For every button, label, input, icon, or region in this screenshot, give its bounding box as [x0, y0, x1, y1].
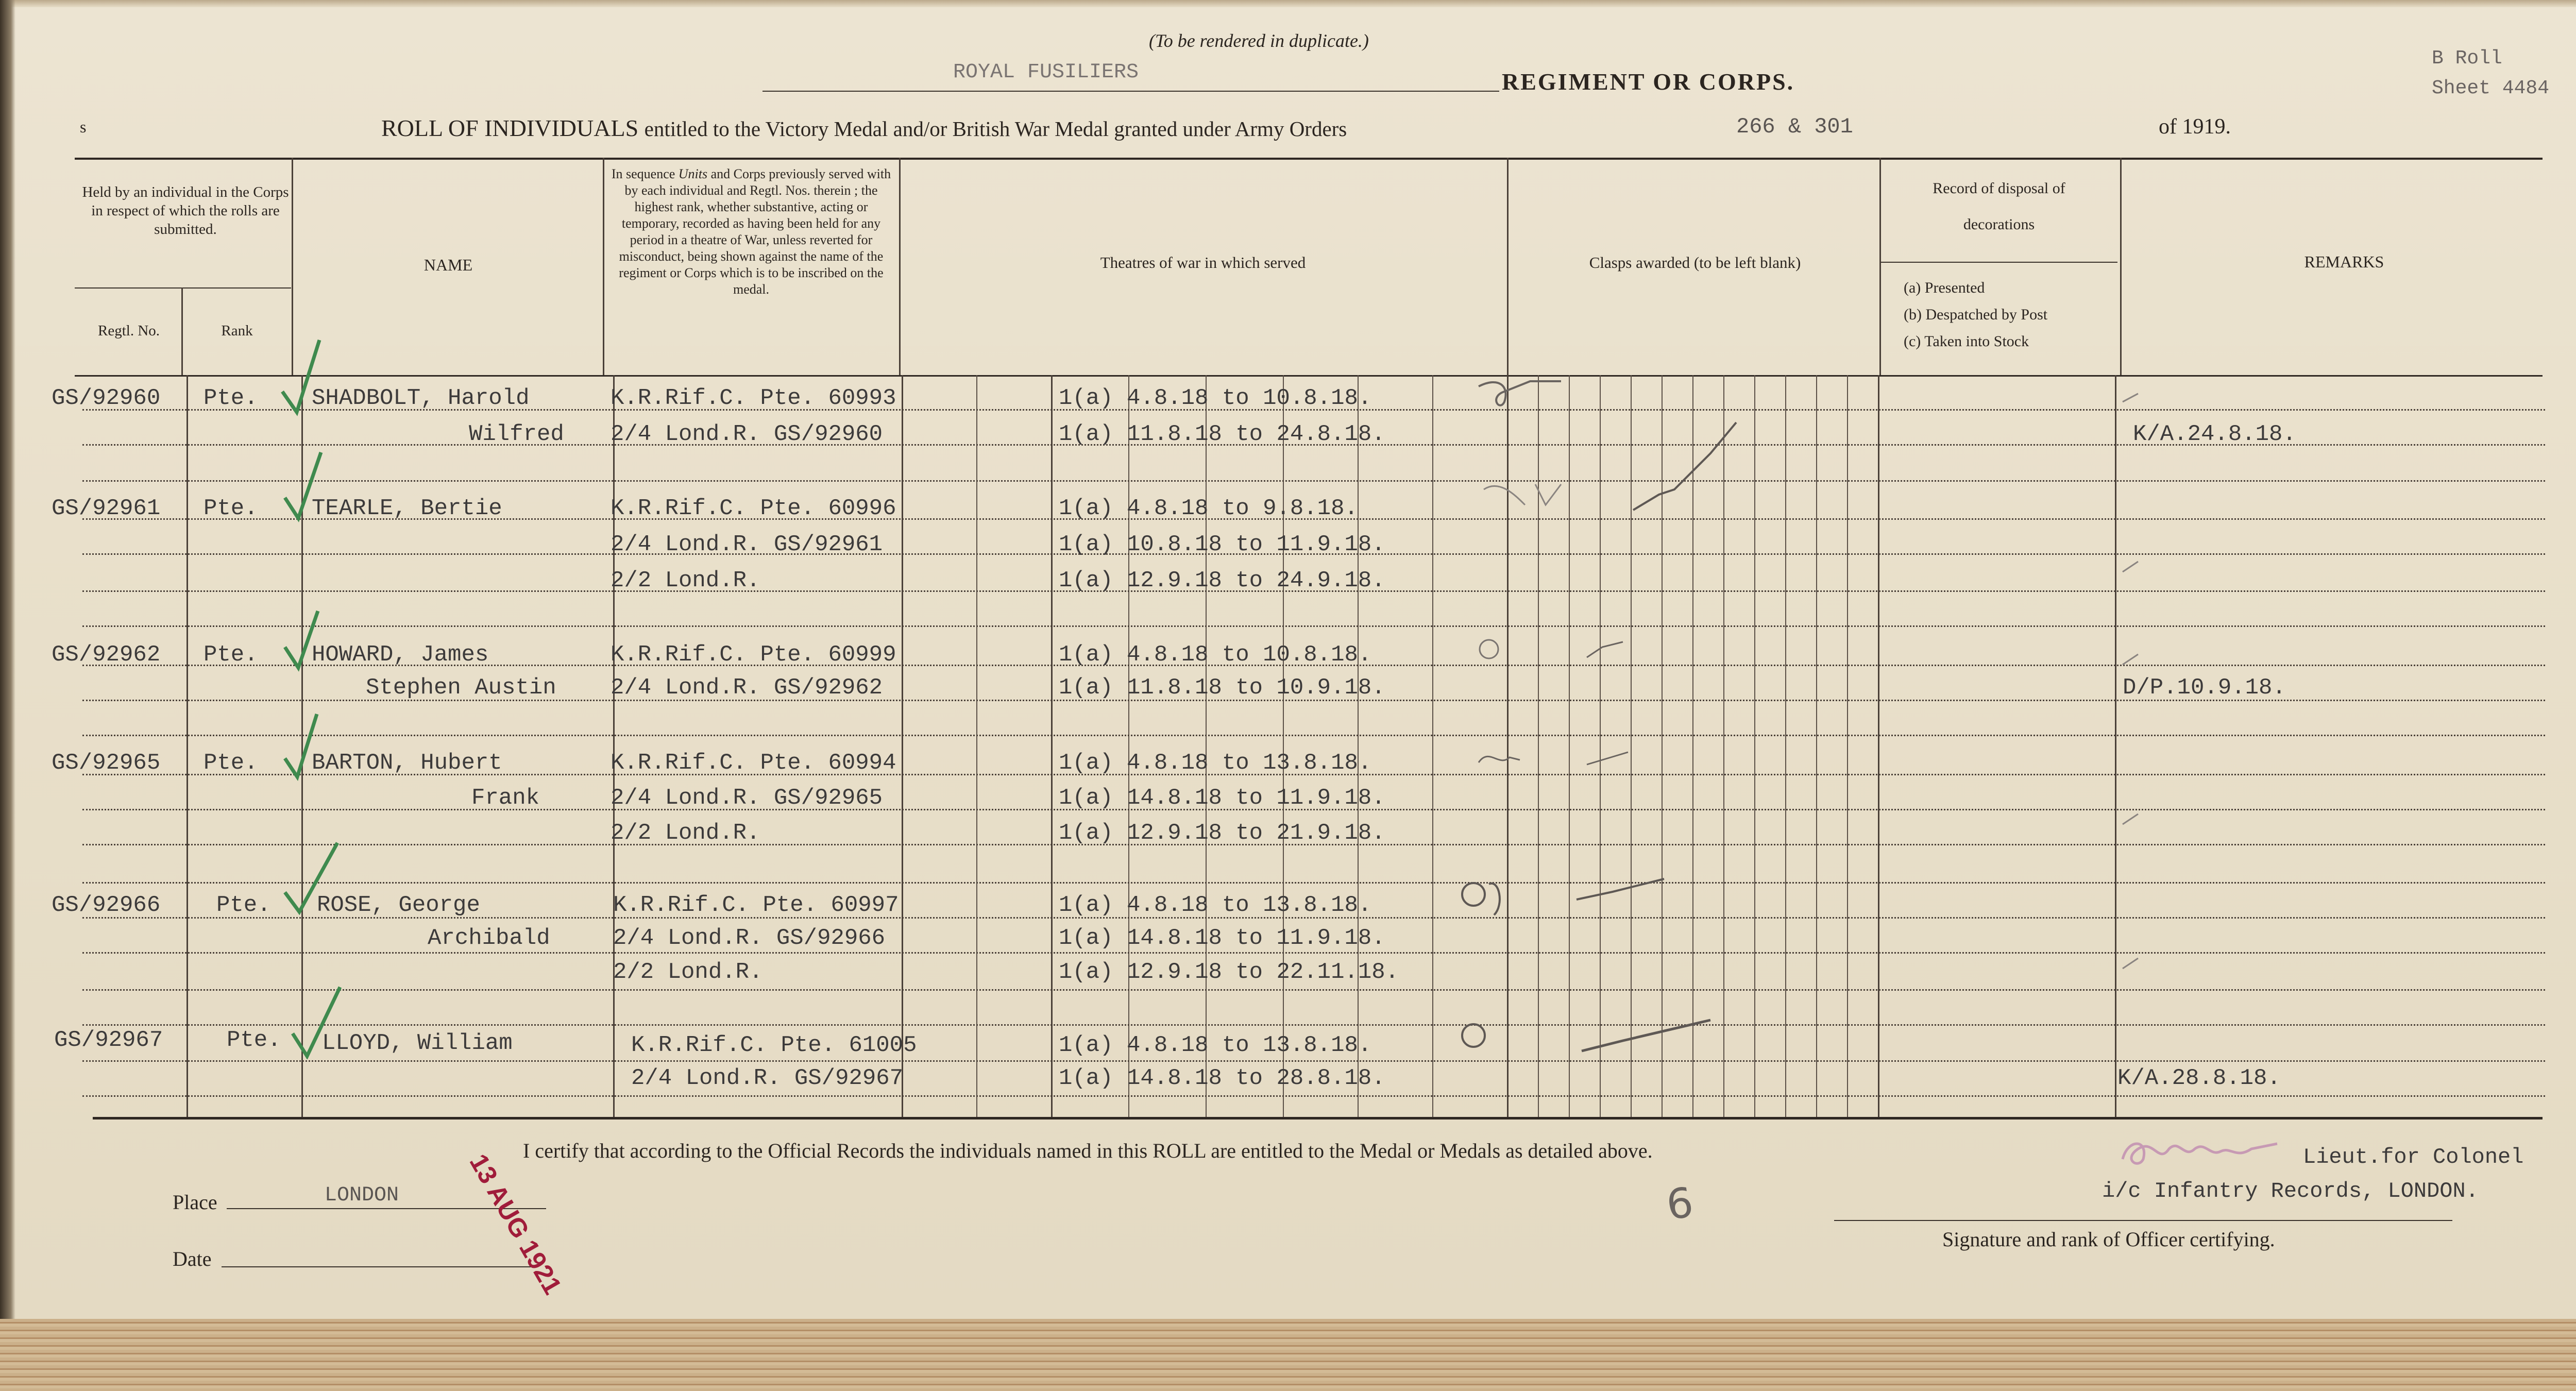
theatre-line: 1(a) 4.8.18 to 10.8.18.: [1059, 385, 1372, 411]
theatre-line: 1(a) 4.8.18 to 13.8.18.: [1059, 1032, 1372, 1058]
unit-line: 2/4 Lond.R. GS/92966: [613, 925, 886, 951]
disposal-c: (c) Taken into Stock: [1904, 333, 2029, 350]
table-bottom-rule: [93, 1117, 2543, 1119]
name-line-1: HOWARD, James: [312, 642, 489, 668]
theatre-line: 1(a) 4.8.18 to 13.8.18.: [1059, 750, 1372, 776]
header-bottom-rule: [75, 375, 2543, 377]
rule-h: [82, 735, 2545, 736]
name-line-1: ROSE, George: [317, 892, 480, 918]
name-line-2: Wilfred: [469, 421, 564, 447]
roll-prefix: ROLL OF INDIVIDUALS: [381, 115, 639, 141]
duplicate-instruction: (To be rendered in duplicate.): [1149, 30, 1369, 51]
sheet-number: Sheet 4484: [2432, 77, 2550, 99]
roll-title: [381, 114, 1347, 142]
rule-v: [1785, 375, 1786, 1117]
unit-line: K.R.Rif.C. Pte. 60996: [611, 496, 896, 521]
unit-line: K.R.Rif.C. Pte. 60993: [611, 385, 896, 411]
theatre-line: 1(a) 14.8.18 to 28.8.18.: [1059, 1065, 1385, 1091]
rule-v: [1507, 158, 1509, 375]
theatre-line: 1(a) 14.8.18 to 11.9.18.: [1059, 785, 1385, 811]
signature-caption: Signature and rank of Officer certifying.: [1942, 1228, 2275, 1251]
rule-v: [1879, 158, 1881, 375]
theatre-line: 1(a) 4.8.18 to 10.8.18.: [1059, 642, 1372, 668]
year: of 1919.: [2159, 115, 2231, 139]
regtl-no: GS/92961: [52, 496, 161, 521]
side-mark: s: [80, 117, 87, 136]
check-mark-icon: [281, 446, 327, 523]
rule-v: [2120, 158, 2122, 375]
check-mark-icon: [281, 709, 327, 781]
signer-rank: Lieut.for Colonel: [2303, 1145, 2524, 1169]
check-mark-icon: [281, 606, 327, 673]
regtl-no: GS/92966: [52, 892, 161, 918]
rule-v: [1051, 375, 1053, 1117]
name-line-1: LLOYD, William: [322, 1030, 513, 1056]
rule-v: [1128, 375, 1129, 1117]
unit-line: 2/2 Lond.R.: [611, 568, 760, 593]
rank: Pte.: [204, 750, 258, 776]
col-name: NAME: [423, 256, 473, 274]
name-line-2: Frank: [471, 785, 540, 811]
table-top-rule: [75, 158, 2543, 160]
regtl-no: GS/92965: [52, 750, 161, 776]
rule-h: [82, 1095, 2545, 1097]
theatre-line: 1(a) 4.8.18 to 13.8.18.: [1059, 892, 1372, 918]
col-disposal-title-2: decorations: [1963, 216, 2035, 233]
rule-v: [899, 158, 901, 375]
disposal-a: (a) Presented: [1904, 279, 1985, 296]
unit-line: 2/4 Lond.R. GS/92962: [611, 675, 883, 701]
theatre-line: 1(a) 12.9.18 to 21.9.18.: [1059, 820, 1385, 846]
rule-h: [82, 1024, 2545, 1026]
col-disposal-title-1: Record of disposal of: [1933, 180, 2065, 197]
unit-line: K.R.Rif.C. Pte. 61005: [631, 1032, 917, 1058]
rule-h: [82, 952, 2545, 954]
col-regtl-no: Regtl. No.: [97, 323, 160, 339]
col-held-by: Held by an individual in the Corps in respect of which the rolls are submitted.: [82, 184, 289, 238]
certification-text: I certify that according to the Official Records the individuals named in this ROLL are entitled to the Medal or Medals as detailed above.: [523, 1139, 1653, 1162]
unit-line: 2/2 Lond.R.: [613, 959, 763, 985]
regiment-underline: [762, 91, 1499, 92]
theatre-line: 1(a) 12.9.18 to 24.9.18.: [1059, 568, 1385, 593]
col-remarks: REMARKS: [2304, 252, 2384, 271]
pencil-scribble: [1468, 732, 1664, 778]
name-line-1: TEARLE, Bertie: [312, 496, 502, 521]
unit-line: K.R.Rif.C. Pte. 60994: [611, 750, 896, 776]
regiment-value: ROYAL FUSILIERS: [953, 61, 1139, 84]
rule-h: [82, 625, 2545, 627]
theatre-line: 1(a) 10.8.18 to 11.9.18.: [1059, 532, 1385, 557]
units-pre: In sequence: [611, 166, 675, 181]
unit-line: 2/4 Lond.R. GS/92965: [611, 785, 883, 811]
rule-v: [1816, 375, 1817, 1117]
remark: K/A.28.8.18.: [2117, 1065, 2281, 1091]
rule-v: [2115, 375, 2116, 1117]
rank: Pte.: [227, 1027, 281, 1053]
rule-v: [1878, 375, 1879, 1117]
theatre-line: 1(a) 11.8.18 to 10.9.18.: [1059, 675, 1385, 701]
rule-v: [902, 375, 903, 1117]
pencil-scribble: [1468, 616, 1664, 673]
theatre-line: 1(a) 12.9.18 to 22.11.18.: [1059, 959, 1399, 985]
rule-h: [82, 1060, 2545, 1062]
pencil-scribble: [1468, 366, 1777, 541]
check-mark-icon: [289, 982, 345, 1059]
col-clasps: Clasps awarded (to be left blank): [1589, 253, 1801, 272]
rule-v: [976, 375, 977, 1117]
units-post: and Corps previously served with by each individual and Regtl. Nos. therein ; the highest rank, whether substantive, acting or temporary, recorded as having been held for any period in a theatre of War, unless reverted for misconduct, being shown against the name of the regiment or Corps which is to be inscribed on the medal.: [619, 166, 891, 297]
check-mark-icon: [278, 335, 325, 417]
roll-text: entitled to the Victory Medal and/or British War Medal granted under Army Orders: [644, 117, 1347, 141]
held-by-divider: [75, 287, 291, 289]
date-underline: [222, 1266, 531, 1267]
name-line-1: SHADBOLT, Harold: [312, 385, 530, 411]
army-orders: 266 & 301: [1736, 114, 1853, 139]
regtl-no: GS/92967: [54, 1027, 163, 1053]
theatre-line: 1(a) 14.8.18 to 11.9.18.: [1059, 925, 1385, 951]
rank: Pte.: [204, 642, 258, 668]
rule-v: [1358, 375, 1359, 1117]
unit-line: 2/2 Lond.R.: [611, 820, 760, 846]
rule-v: [613, 375, 615, 1117]
unit-line: K.R.Rif.C. Pte. 60999: [611, 642, 896, 668]
name-line-2: Archibald: [428, 925, 550, 951]
rule-v: [187, 375, 188, 1117]
date-label: Date: [173, 1247, 212, 1270]
rank: Pte.: [216, 892, 271, 918]
regiment-label: REGIMENT OR CORPS.: [1502, 69, 1795, 95]
date-stamp: 13 AUG 1921: [464, 1149, 568, 1299]
units-em: Units: [678, 166, 708, 181]
pencil-mark: 6: [1663, 1178, 1697, 1230]
rule-v: [603, 158, 604, 375]
signature-image: [2112, 1128, 2287, 1175]
disposal-b: (b) Despatched by Post: [1904, 306, 2048, 323]
book-spine: [0, 0, 15, 1319]
signature-underline: [1834, 1220, 2452, 1221]
place-value: LONDON: [325, 1184, 399, 1207]
rule-v: [1283, 375, 1284, 1117]
theatre-line: 1(a) 11.8.18 to 24.8.18.: [1059, 421, 1385, 447]
unit-line: 2/4 Lond.R. GS/92967: [631, 1065, 904, 1091]
rule-h: [82, 480, 2545, 482]
regtl-no: GS/92962: [52, 642, 161, 668]
pencil-scribble: [1443, 1005, 1731, 1066]
rule-v: [1847, 375, 1848, 1117]
rank: Pte.: [204, 385, 258, 411]
check-mark-icon: [281, 838, 343, 915]
name-line-2: Stephen Austin: [366, 675, 556, 701]
remark: D/P.10.9.18.: [2123, 675, 2286, 701]
col-units: [607, 166, 895, 298]
unit-line: K.R.Rif.C. Pte. 60997: [613, 892, 899, 918]
remark: K/A.24.8.18.: [2133, 421, 2296, 447]
disposal-divider: [1880, 262, 2117, 263]
pencil-tick-marks: [2117, 386, 2169, 1108]
col-theatres: Theatres of war in which served: [1100, 253, 1306, 272]
theatre-line: 1(a) 4.8.18 to 9.8.18.: [1059, 496, 1358, 521]
unit-line: 2/4 Lond.R. GS/92960: [611, 421, 883, 447]
name-line-1: BARTON, Hubert: [312, 750, 502, 776]
regtl-no: GS/92960: [52, 385, 161, 411]
rule-v: [1432, 375, 1433, 1117]
col-rank: Rank: [221, 323, 253, 339]
rank: Pte.: [204, 496, 258, 521]
page-top-edge: [0, 0, 2576, 7]
place-label: Place: [173, 1191, 217, 1214]
signer-office: i/c Infantry Records, LONDON.: [2102, 1179, 2479, 1203]
pencil-scribble: [1443, 863, 1731, 925]
book-page-edges: [0, 1319, 2576, 1391]
rule-v: [181, 287, 183, 375]
unit-line: 2/4 Lond.R. GS/92961: [611, 532, 883, 557]
rule-v: [1206, 375, 1207, 1117]
roll-ref: B Roll: [2432, 47, 2502, 70]
rule-h: [82, 989, 2545, 991]
rule-h: [82, 882, 2545, 884]
